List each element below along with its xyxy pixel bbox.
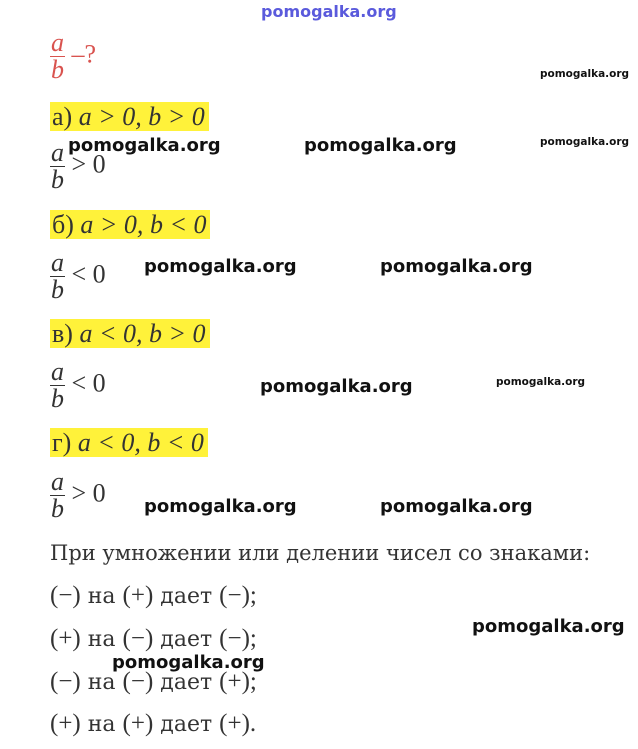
rule-word: на [87,670,116,695]
watermark-text: pomogalka.org [472,616,625,637]
fraction-numerator: a [51,357,64,386]
case-a-condition [50,102,209,132]
watermark-text: pomogalka.org [260,376,413,397]
watermark-text: pomogalka.org [380,256,533,277]
fraction-denominator: b [51,384,64,413]
rule-title: При умножении или делении чисел со знаками: [50,541,591,565]
rule-word: дает [160,712,213,737]
rule-line-4 [50,710,256,738]
watermark-text: pomogalka.org [540,136,630,148]
rule-word: дает [160,627,213,652]
case-cond-a: a > 0, [80,210,144,239]
watermark-text: pomogalka.org [144,256,297,277]
question-fraction [50,30,65,83]
fraction-denominator: b [51,275,64,304]
rule-word: дает [160,584,213,609]
top-watermark: pomogalka.org [261,2,397,21]
fraction-numerator: a [51,248,64,277]
case-v-highlight [50,319,210,348]
fraction-numerator: a [51,467,64,496]
case-cond-a: a < 0, [79,319,143,348]
question-denominator: b [51,55,64,84]
rule-word: на [87,584,116,609]
rule-sign: (−); [219,582,257,609]
case-label: а) [52,102,73,131]
result-fraction [50,250,65,303]
case-g-highlight [50,428,208,457]
rule-sign: (−) [122,625,154,652]
rule-word: на [87,627,116,652]
fraction-denominator: b [51,165,64,194]
rule-sign: (+) [122,582,154,609]
case-cond-a: a < 0, [77,428,141,457]
case-cond-a: a > 0, [78,102,142,131]
case-label: г) [52,428,72,457]
case-cond-b: b > 0 [148,319,206,348]
rule-sign: (+). [219,710,257,737]
rule-sign: (+) [50,710,81,737]
rule-line-1 [50,582,257,610]
rule-line-2 [50,625,257,653]
result-inequality: > 0 [71,478,106,508]
case-v-condition [50,319,210,349]
watermark-text: pomogalka.org [112,652,265,673]
question-suffix: –? [71,39,97,69]
result-inequality: < 0 [71,259,106,289]
watermark-text: pomogalka.org [304,135,457,156]
watermark-text: pomogalka.org [540,68,630,80]
watermark-text: pomogalka.org [68,135,221,156]
rule-sign: (−) [50,668,81,695]
case-cond-b: b > 0 [148,102,205,131]
watermark-text: pomogalka.org [380,496,533,517]
case-b-highlight [50,210,210,239]
case-label: в) [52,319,73,348]
rule-sign: (+) [122,710,154,737]
result-fraction [50,359,65,412]
question-expression [50,30,96,83]
rule-sign: (−) [122,668,154,695]
case-v-result [50,359,106,412]
case-cond-b: b < 0 [149,210,207,239]
fraction-denominator: b [51,494,64,523]
case-a-highlight [50,102,209,131]
rule-word: дает [160,670,213,695]
case-b-condition [50,210,210,240]
case-cond-b: b < 0 [147,428,204,457]
case-g-condition [50,428,208,458]
fraction-numerator: a [51,138,64,167]
rule-sign: (+); [219,668,257,695]
case-b-result [50,250,106,303]
result-fraction [50,140,65,193]
rule-sign: (−) [50,582,81,609]
result-inequality: > 0 [71,149,106,179]
watermark-text: pomogalka.org [144,496,297,517]
rule-sign: (−); [219,625,257,652]
case-g-result [50,469,106,522]
result-inequality: < 0 [71,368,106,398]
question-numerator: a [51,28,64,57]
rule-sign: (+) [50,625,81,652]
watermark-text: pomogalka.org [496,376,586,388]
rule-word: на [87,712,116,737]
result-fraction [50,469,65,522]
case-label: б) [52,210,74,239]
